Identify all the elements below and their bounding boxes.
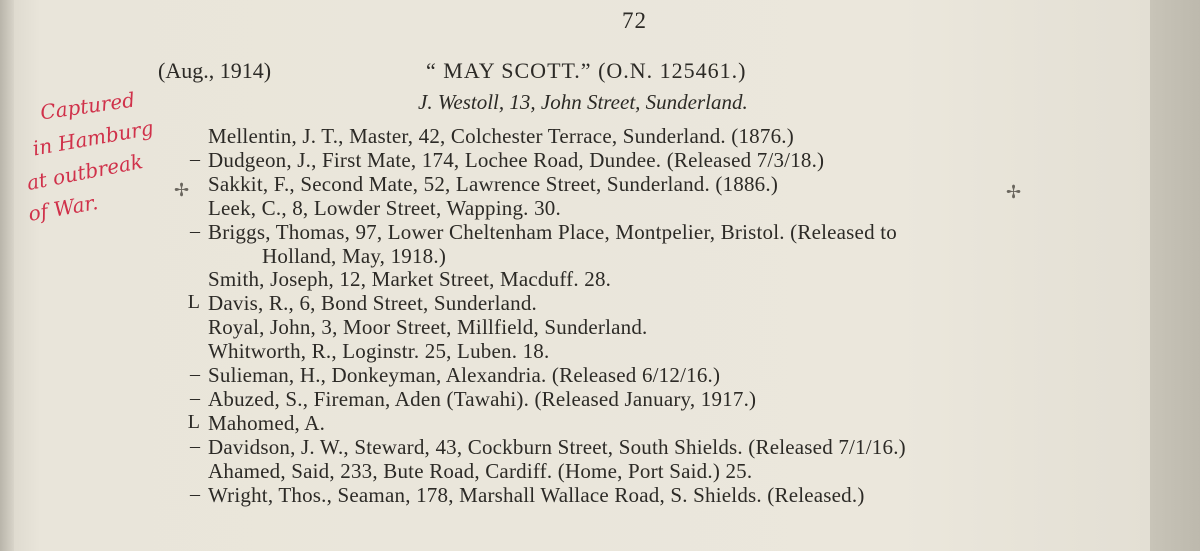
entry-mark: – [190,147,200,170]
entry-mark: – [190,363,200,385]
entry-mark: – [190,482,200,505]
crew-entry: Mahomed, A. [208,410,326,435]
crew-entry: Briggs, Thomas, 97, Lower Cheltenham Place, Montpelier, Bristol. (Released to [208,219,897,244]
handwritten-annotation [24,87,186,244]
crew-entry: Mellentin, J. T., Master, 42, Colchester Terrace, Sunderland. (1876.) [208,124,794,148]
ship-name: “ MAY SCOTT.” (O.N. 125461.) [426,58,747,83]
crew-entry: Dudgeon, J., First Mate, 174, Lochee Road, Dundee. (Released 7/3/18.) [208,147,825,172]
page-left-edge [0,0,14,551]
entry-mark: – [190,434,200,457]
entry-mark: – [190,386,200,409]
ship-owner: J. Westoll, 13, John Street, Sunderland. [418,90,748,114]
crew-entry: Ahamed, Said, 233, Bute Road, Cardiff. (Home, Port Said.) 25. [208,458,753,483]
page-number: 72 [622,8,647,33]
entry-date: (Aug., 1914) [158,58,272,83]
cross-mark-icon: ✢ [174,180,190,200]
crew-entry: Sulieman, H., Donkeyman, Alexandria. (Released 6/12/16.) [208,363,721,387]
handwritten-line: in Hamburg [30,115,156,161]
crew-entry: Leek, C., 8, Lowder Street, Wapping. 30. [208,195,561,220]
crew-entry: Holland, May, 1918.) [262,243,447,268]
cross-mark-icon: ✢ [1006,182,1022,202]
crew-entry: Royal, John, 3, Moor Street, Millfield, Sunderland. [208,315,648,340]
crew-entry: Davidson, J. W., Steward, 43, Cockburn Street, South Shields. (Released 7/1/16.) [208,434,906,459]
crew-entry: Whitworth, R., Loginstr. 25, Luben. 18. [208,339,550,364]
handwritten-line: at outbreak [24,149,145,195]
crew-entry: Wright, Thos., Seaman, 178, Marshall Wallace Road, S. Shields. (Released.) [208,482,865,507]
book-gutter [1150,0,1200,551]
entry-mark: – [190,219,200,242]
handwritten-line: Captured [38,87,137,125]
crew-entry: Smith, Joseph, 12, Market Street, Macduff. 28. [208,267,612,292]
entry-mark: L [187,410,200,433]
crew-entry: Abuzed, S., Fireman, Aden (Tawahi). (Released January, 1917.) [208,386,757,411]
handwritten-line: of War. [26,190,100,226]
crew-entry: Sakkit, F., Second Mate, 52, Lawrence Street, Sunderland. (1886.) [208,171,779,196]
crew-entry: Davis, R., 6, Bond Street, Sunderland. [208,291,537,316]
entry-mark: L [187,291,200,314]
